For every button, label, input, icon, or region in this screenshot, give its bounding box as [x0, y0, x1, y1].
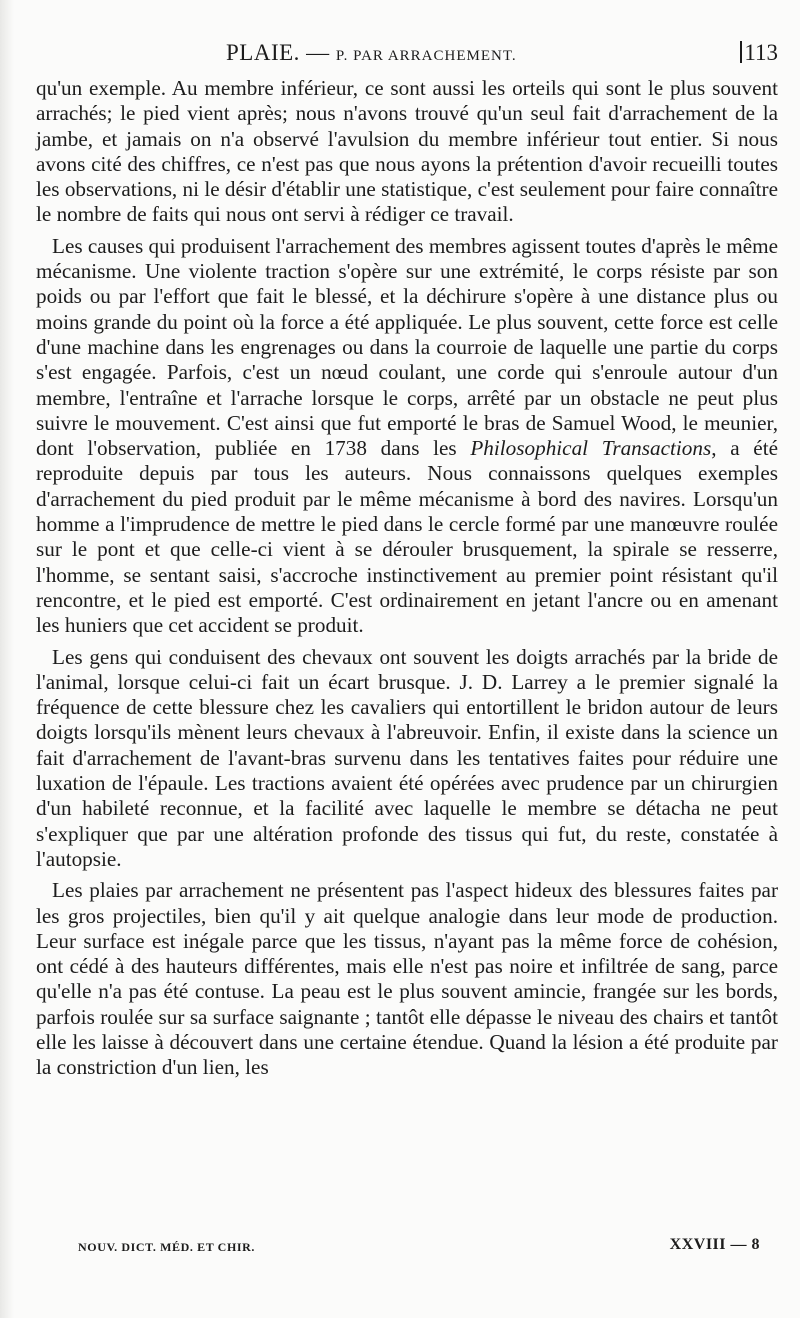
footer-signature: NOUV. DICT. MÉD. ET CHIR. — [78, 1240, 256, 1254]
footer-volume: XXVIII — 8 — [669, 1236, 760, 1253]
page-number-rule — [740, 41, 742, 63]
journal-title: Philosophical Transactions — [470, 436, 712, 461]
paragraph-2-text-before: Les causes qui produisent l'arrachement des membres agissent toutes d'après le même mécanisme. Une violente traction s'opère sur une extrémité, le corps résiste par son poids ou par l'effort que fait le blessé, et la déchirure s'opère à une distance plus ou moins grande du point où la force a été appliquée. Le plus souvent, cette force est celle d'une machine dans les engrenages ou dans la courroie de laquelle une partie du corps s'est engagée. Parfois, c'est un nœud coulant, une corde qui s'enroule autour d'un membre, l'entraîne et l'arrache lorsque le corps, arrêté par un obstacle ne peut plus suivre le mouvement. C'est ainsi que fut emporté le bras de Samuel Wood, le meunier, dont l'observation, publiée en 1738 dans les — [36, 233, 779, 461]
running-head — [36, 38, 778, 72]
running-title-main: PLAIE. — [226, 40, 300, 65]
running-title-sub: P. PAR ARRACHEMENT. — [335, 48, 517, 64]
paragraph-2-text-after: , a été reproduite depuis par tous les auteurs. Nous connaissons quelques exemples d'arrachement du pied produit par le même mécanisme à bord des navires. Lorsqu'un homme a l'imprudence de mettre le pied dans le cercle formé par une manœuvre roulée sur le pont et que celle-ci vient à se dérouler brusquement, la spirale se resserre, l'homme, se sentant saisi, s'accroche instinctivement au premier point résistant qu'il rencontre, et le pied est emporté. C'est ordinairement en jetant l'ancre ou en amenant les huniers que cet accident se produit. — [36, 436, 778, 638]
page-number-value: 113 — [744, 40, 778, 65]
paragraph-3-text: Les gens qui conduisent des chevaux ont souvent les doigts arrachés par la bride de l'animal, lorsque celui-ci fait un écart brusque. J. D. Larrey a le premier signalé la fréquence de cette blessure chez les cavaliers qui entortillent le bridon autour de leurs doigts lorsqu'ils mènent leurs chevaux à l'abreuvoir. Enfin, il existe dans la science un fait d'arrachement de l'avant-bras survenu dans les tentatives faites pour réduire une luxation de l'épaule. Les tractions avaient été opérées avec prudence par un chirurgien d'un habileté reconnue, et la facilité avec laquelle le membre se détacha ne peut s'expliquer que par une altération profonde des tissus qui fut, du reste, constatée à l'autopsie. — [36, 644, 778, 871]
paragraph-4-text: Les plaies par arrachement ne présentent pas l'aspect hideux des blessures faites par les gros projectiles, bien qu'il y ait quelque analogie dans leur mode de production. Leur surface est inégale parce que les tissus, n'ayant pas la même force de cohésion, ont cédé à des hauteurs différentes, mais elle n'est pas noire et infiltrée de sang, parce qu'elle n'a pas été contuse. La peau est le plus souvent amincie, frangée sur les bords, parfois roulée sur sa surface saignante ; tantôt elle dépasse le niveau des chairs et tantôt elle les laisse à découvert dans une certaine étendue. Quand la lésion a été produite par la constriction d'un lien, les — [36, 878, 778, 1080]
page-gutter-shadow — [0, 0, 14, 1318]
running-title — [226, 40, 517, 66]
body-text — [36, 76, 778, 1081]
page-number — [740, 40, 778, 66]
paragraph-4 — [36, 878, 778, 1080]
paragraph-1 — [36, 76, 778, 228]
paragraph-3 — [36, 645, 778, 873]
paragraph-1-text: qu'un exemple. Au membre inférieur, ce sont aussi les orteils qui sont le plus souvent arrachés; le pied vient après; nous n'avons trouvé qu'un seul fait d'arrachement de la jambe, et jamais on n'a observé l'avulsion du membre inférieur tout entier. Si nous avons cité des chiffres, ce n'est pas que nous ayons la prétention d'avoir recueilli toutes les observations, ni le désir d'établir une statistique, c'est seulement pour faire connaître le nombre de faits qui nous ont servi à rédiger ce travail. — [36, 76, 778, 227]
running-title-separator: — — [306, 40, 330, 65]
paragraph-2 — [36, 234, 778, 639]
